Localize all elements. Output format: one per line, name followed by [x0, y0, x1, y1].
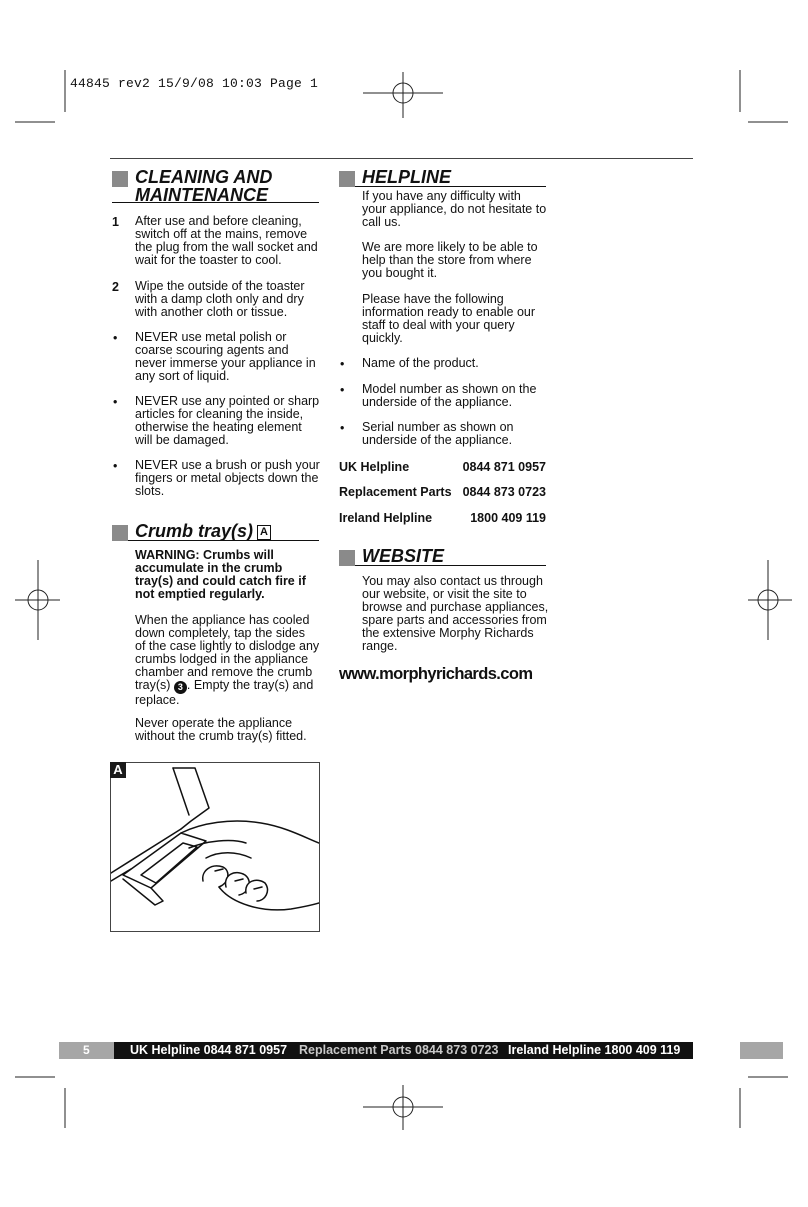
registration-mark-left	[15, 560, 60, 640]
helpline-heading	[339, 168, 546, 187]
helpline-store-text: We are more likely to be able to help than the store from where you bought it.	[362, 240, 538, 281]
website-text: You may also contact us through our website, or visit the site to browse and purchase appliances, spare parts and accessories from the extensive Morphy Richards range.	[362, 574, 549, 654]
bullet-icon: •	[113, 459, 118, 473]
bullet-icon: •	[113, 331, 118, 345]
step-number: 2	[112, 280, 119, 294]
bullet-icon: •	[340, 421, 345, 435]
crumb-tray-heading	[112, 522, 319, 541]
ireland-helpline-row: Ireland Helpline 1800 409 119	[339, 511, 546, 525]
print-slug: 44845 rev2 15/9/08 10:03 Page 1	[70, 76, 319, 91]
footer-contact-bar	[114, 1042, 693, 1059]
crumb-tray-title: Crumb tray(s)	[135, 521, 254, 541]
cleaning-title-line2: MAINTENANCE	[135, 185, 268, 205]
registration-mark-bottom	[363, 1085, 443, 1130]
crumb-warning: WARNING: Crumbs will accumulate in the crumb tray(s) and could catch fire if not emptied regularly.	[135, 548, 306, 602]
helpline-intro: If you have any difficulty with your appliance, do not hesitate to call us.	[362, 189, 547, 230]
step-2-text: Wipe the outside of the toaster with a damp cloth only and dry with another cloth or tissue.	[135, 279, 305, 320]
replacement-parts-row: Replacement Parts 0844 873 0723	[339, 485, 546, 499]
info-bullet-3: Serial number as shown on underside of the appliance.	[362, 420, 514, 448]
footer-ireland-helpline: Ireland Helpline 1800 409 119	[508, 1043, 681, 1057]
warning-bullet-3: NEVER use a brush or push your fingers or metal objects down the slots.	[135, 458, 320, 499]
bullet-icon: •	[340, 357, 345, 371]
top-rule	[110, 158, 693, 159]
registration-mark-right	[748, 560, 792, 640]
info-bullet-2: Model number as shown on the underside of the appliance.	[362, 382, 537, 410]
website-title: WEBSITE	[362, 546, 445, 566]
website-url-link[interactable]: www.morphyrichards.com	[339, 665, 533, 683]
hand-removing-tray-illustration	[111, 763, 319, 931]
heading-square-icon	[339, 171, 355, 187]
crumb-never-operate: Never operate the appliance without the crumb tray(s) fitted.	[135, 716, 307, 744]
crumb-instructions: When the appliance has cooled down completely, tap the sides of the case lightly to dislodge any crumbs lodged in the appliance chamber and remove the crumb tray(s) 3 . Empty the tray(s) and replace.	[135, 613, 320, 708]
figure-label-a: A	[110, 762, 126, 778]
warning-bullet-1: NEVER use metal polish or coarse scouring agents and never immerse your appliance in any sort of liquid.	[135, 330, 316, 384]
footer-uk-helpline: UK Helpline 0844 871 0957	[130, 1043, 288, 1057]
info-bullet-1: Name of the product.	[362, 356, 479, 370]
warning-bullet-2: NEVER use any pointed or sharp articles for cleaning the inside, otherwise the heating element will be damaged.	[135, 394, 320, 448]
bullet-icon: •	[113, 395, 118, 409]
helpline-title: HELPLINE	[362, 167, 452, 187]
heading-square-icon	[112, 525, 128, 541]
helpline-info-text: Please have the following information ready to enable our staff to deal with your query quickly.	[362, 292, 536, 346]
step-number: 1	[112, 215, 119, 229]
cleaning-heading	[112, 168, 319, 203]
page-number: 5	[59, 1042, 114, 1059]
step-1-text: After use and before cleaning, switch off at the mains, remove the plug from the wall socket and wait for the toaster to cool.	[135, 214, 318, 268]
heading-square-icon	[339, 550, 355, 566]
uk-helpline-row: UK Helpline 0844 871 0957	[339, 460, 546, 474]
figure-ref-3-icon: 3	[174, 681, 187, 694]
footer-replacement-parts: Replacement Parts 0844 873 0723	[299, 1043, 499, 1057]
figure-ref-a-icon: A	[257, 525, 271, 540]
cleaning-title-line1: CLEANING AND	[135, 167, 273, 187]
registration-mark-top	[363, 72, 443, 118]
footer-right-tab	[740, 1042, 783, 1059]
website-heading	[339, 547, 546, 566]
figure-crumb-tray	[110, 762, 320, 932]
bullet-icon: •	[340, 383, 345, 397]
heading-square-icon	[112, 171, 128, 187]
